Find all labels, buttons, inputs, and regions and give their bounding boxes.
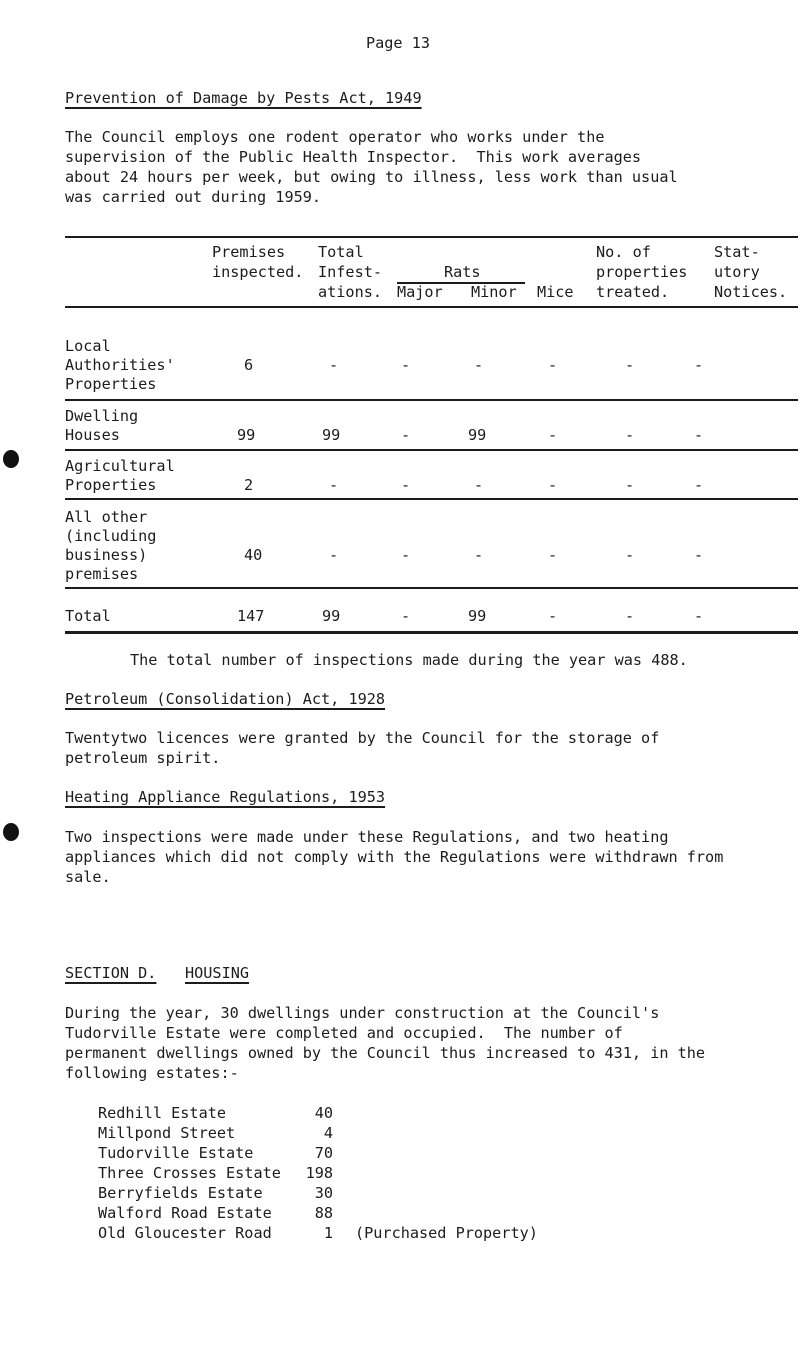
cell-mice: - bbox=[548, 607, 558, 625]
cell-major: - bbox=[401, 426, 411, 444]
row-rule bbox=[65, 498, 798, 500]
housing-line: permanent dwellings owned by the Council thus increased to 431, in the bbox=[65, 1044, 706, 1062]
row-rule bbox=[65, 399, 798, 401]
cell-notices: - bbox=[694, 356, 704, 374]
cell-treated: - bbox=[625, 607, 635, 625]
cell-major: - bbox=[401, 607, 411, 625]
cell-minor: - bbox=[474, 476, 484, 494]
cell-infest: 99 bbox=[322, 607, 341, 625]
section-d-label: SECTION D. bbox=[65, 964, 157, 982]
estate-name: Tudorville Estate bbox=[98, 1144, 254, 1162]
cell-major: - bbox=[401, 356, 411, 374]
estate-name: Three Crosses Estate bbox=[98, 1164, 281, 1182]
cell-major: - bbox=[401, 546, 411, 564]
heating-line: sale. bbox=[65, 868, 111, 886]
cell-major: - bbox=[401, 476, 411, 494]
row-label: Dwelling bbox=[65, 407, 139, 425]
heating-line: appliances which did not comply with the Regulations were withdrawn from bbox=[65, 848, 724, 866]
cell-infest: - bbox=[329, 546, 339, 564]
row-label: Houses bbox=[65, 426, 120, 444]
cell-minor: - bbox=[474, 546, 484, 564]
heating-regulations-heading: Heating Appliance Regulations, 1953 bbox=[65, 788, 386, 806]
estate-count: 88 bbox=[314, 1204, 333, 1222]
row-label: Authorities' bbox=[65, 356, 175, 374]
pests-act-heading: Prevention of Damage by Pests Act, 1949 bbox=[65, 89, 422, 107]
cell-treated: - bbox=[625, 426, 635, 444]
cell-mice: - bbox=[548, 546, 558, 564]
header-rats: Rats bbox=[444, 263, 481, 281]
cell-infest: - bbox=[329, 476, 339, 494]
table-top-rule bbox=[65, 236, 798, 238]
cell-minor: 99 bbox=[468, 607, 487, 625]
cell-mice: - bbox=[548, 476, 558, 494]
row-label: All other bbox=[65, 508, 148, 526]
cell-mice: - bbox=[548, 356, 558, 374]
header-bottom-rule bbox=[65, 306, 798, 308]
cell-notices: - bbox=[694, 476, 704, 494]
row-label: Agricultural bbox=[65, 457, 175, 475]
punch-hole bbox=[3, 450, 19, 468]
header-major: Major bbox=[397, 283, 443, 301]
petroleum-line: petroleum spirit. bbox=[65, 749, 221, 767]
row-label: Properties bbox=[65, 476, 157, 494]
pests-line: was carried out during 1959. bbox=[65, 188, 322, 206]
cell-premises: 99 bbox=[237, 426, 256, 444]
pests-line: about 24 hours per week, but owing to illness, less work than usual bbox=[65, 168, 678, 186]
cell-mice: - bbox=[548, 426, 558, 444]
cell-notices: - bbox=[694, 546, 704, 564]
punch-hole bbox=[3, 823, 19, 841]
table-bottom-rule bbox=[65, 631, 798, 634]
pests-line: The Council employs one rodent operator who works under the bbox=[65, 128, 605, 146]
cell-treated: - bbox=[625, 476, 635, 494]
estate-name: Berryfields Estate bbox=[98, 1184, 263, 1202]
inspections-note: The total number of inspections made during the year was 488. bbox=[130, 651, 688, 669]
housing-line: Tudorville Estate were completed and occupied. The number of bbox=[65, 1024, 623, 1042]
estate-name: Walford Road Estate bbox=[98, 1204, 272, 1222]
cell-premises: 6 bbox=[244, 356, 254, 374]
estate-count: 4 bbox=[323, 1124, 333, 1142]
petroleum-line: Twentytwo licences were granted by the Council for the storage of bbox=[65, 729, 660, 747]
row-rule bbox=[65, 449, 798, 451]
cell-premises: 147 bbox=[237, 607, 265, 625]
estate-name: Redhill Estate bbox=[98, 1104, 227, 1122]
page-number: Page 13 bbox=[366, 34, 431, 52]
estate-count: 1 bbox=[323, 1224, 333, 1242]
estate-count: 30 bbox=[314, 1184, 333, 1202]
estate-name: Millpond Street bbox=[98, 1124, 236, 1142]
estate-count: 40 bbox=[314, 1104, 333, 1122]
row-label: Local bbox=[65, 337, 111, 355]
row-label: premises bbox=[65, 565, 139, 583]
row-rule bbox=[65, 587, 798, 589]
cell-premises: 40 bbox=[244, 546, 263, 564]
row-label: Properties bbox=[65, 375, 157, 393]
estate-count: 198 bbox=[305, 1164, 333, 1182]
housing-line: During the year, 30 dwellings under construction at the Council's bbox=[65, 1004, 660, 1022]
cell-infest: - bbox=[329, 356, 339, 374]
petroleum-act-heading: Petroleum (Consolidation) Act, 1928 bbox=[65, 690, 386, 708]
heating-line: Two inspections were made under these Regulations, and two heating bbox=[65, 828, 669, 846]
cell-minor: - bbox=[474, 356, 484, 374]
pests-line: supervision of the Public Health Inspector. This work averages bbox=[65, 148, 642, 166]
cell-notices: - bbox=[694, 426, 704, 444]
cell-notices: - bbox=[694, 607, 704, 625]
estate-name: Old Gloucester Road bbox=[98, 1224, 272, 1242]
cell-treated: - bbox=[625, 546, 635, 564]
row-label: Total bbox=[65, 607, 111, 625]
housing-line: following estates:- bbox=[65, 1064, 239, 1082]
cell-infest: 99 bbox=[322, 426, 341, 444]
row-label: (including bbox=[65, 527, 157, 545]
cell-minor: 99 bbox=[468, 426, 487, 444]
housing-heading: HOUSING bbox=[185, 964, 250, 982]
estate-count: 70 bbox=[314, 1144, 333, 1162]
cell-premises: 2 bbox=[244, 476, 254, 494]
header-minor: Minor bbox=[471, 283, 517, 301]
row-label: business) bbox=[65, 546, 148, 564]
cell-treated: - bbox=[625, 356, 635, 374]
estate-note: (Purchased Property) bbox=[355, 1224, 538, 1242]
header-mice: Mice bbox=[537, 283, 574, 301]
